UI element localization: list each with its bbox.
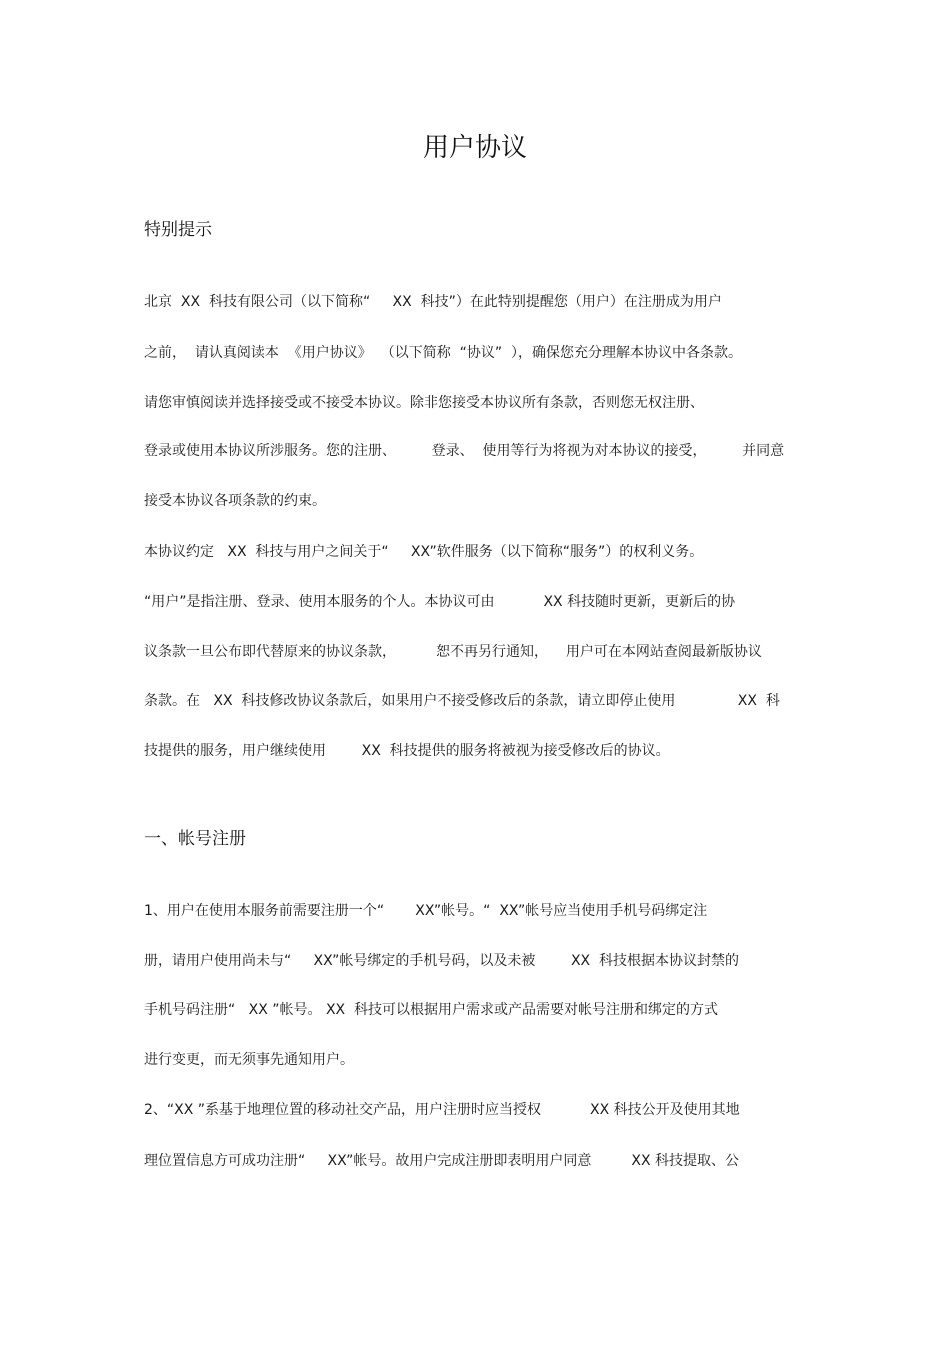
paragraph-line: 北京 XX 科技有限公司（以下简称“ XX 科技”）在此特别提醒您（用户）在注册成为用户 <box>144 294 722 310</box>
section-heading-special-notice: 特别提示 <box>144 220 212 240</box>
paragraph-line: 1、用户在使用本服务前需要注册一个“ XX”帐号。“ XX”帐号应当使用手机号码绑定注 <box>144 903 708 919</box>
paragraph-line: 请您审慎阅读并选择接受或不接受本协议。除非您接受本协议所有条款，否则您无权注册、 <box>144 395 704 411</box>
paragraph-line: 接受本协议各项条款的约束。 <box>144 493 326 509</box>
paragraph-line: “用户”是指注册、登录、使用本服务的个人。本协议可由 XX 科技随时更新，更新后的协 <box>144 594 736 610</box>
paragraph-line: 之前， 请认真阅读本 《用户协议》 （以下简称 “协议” ），确保您充分理解本协议中各条款。 <box>144 345 743 361</box>
paragraph-line: 册，请用户使用尚未与“ XX”帐号绑定的手机号码，以及未被 XX 科技根据本协议封禁的 <box>144 953 740 969</box>
document-title: 用户协议 <box>422 133 527 163</box>
paragraph-line: 手机号码注册“ XX ”帐号。 XX 科技可以根据用户需求或产品需要对帐号注册和绑定的方式 <box>144 1002 719 1018</box>
paragraph-line: 登录或使用本协议所涉服务。您的注册、 登录、 使用等行为将视为对本协议的接受， 并同意 <box>144 443 785 459</box>
paragraph-line: 2、“XX ”系基于地理位置的移动社交产品，用户注册时应当授权 XX 科技公开及使用其地 <box>144 1102 740 1118</box>
paragraph-line: 技提供的服务，用户继续使用 XX 科技提供的服务将被视为接受修改后的协议。 <box>144 743 670 759</box>
paragraph-line: 议条款一旦公布即代替原来的协议条款， 恕不再另行通知， 用户可在本网站查阅最新版协议 <box>144 644 762 660</box>
paragraph-line: 理位置信息方可成功注册“ XX”帐号。故用户完成注册即表明用户同意 XX 科技提取、公 <box>144 1153 740 1169</box>
section-heading-account-registration: 一、帐号注册 <box>144 829 246 849</box>
paragraph-line: 条款。在 XX 科技修改协议条款后，如果用户不接受修改后的条款，请立即停止使用 XX 科 <box>144 693 780 709</box>
paragraph-line: 本协议约定 XX 科技与用户之间关于“ XX”软件服务（以下简称“服务”）的权利义务。 <box>144 544 704 560</box>
paragraph-line: 进行变更，而无须事先通知用户。 <box>144 1052 354 1068</box>
